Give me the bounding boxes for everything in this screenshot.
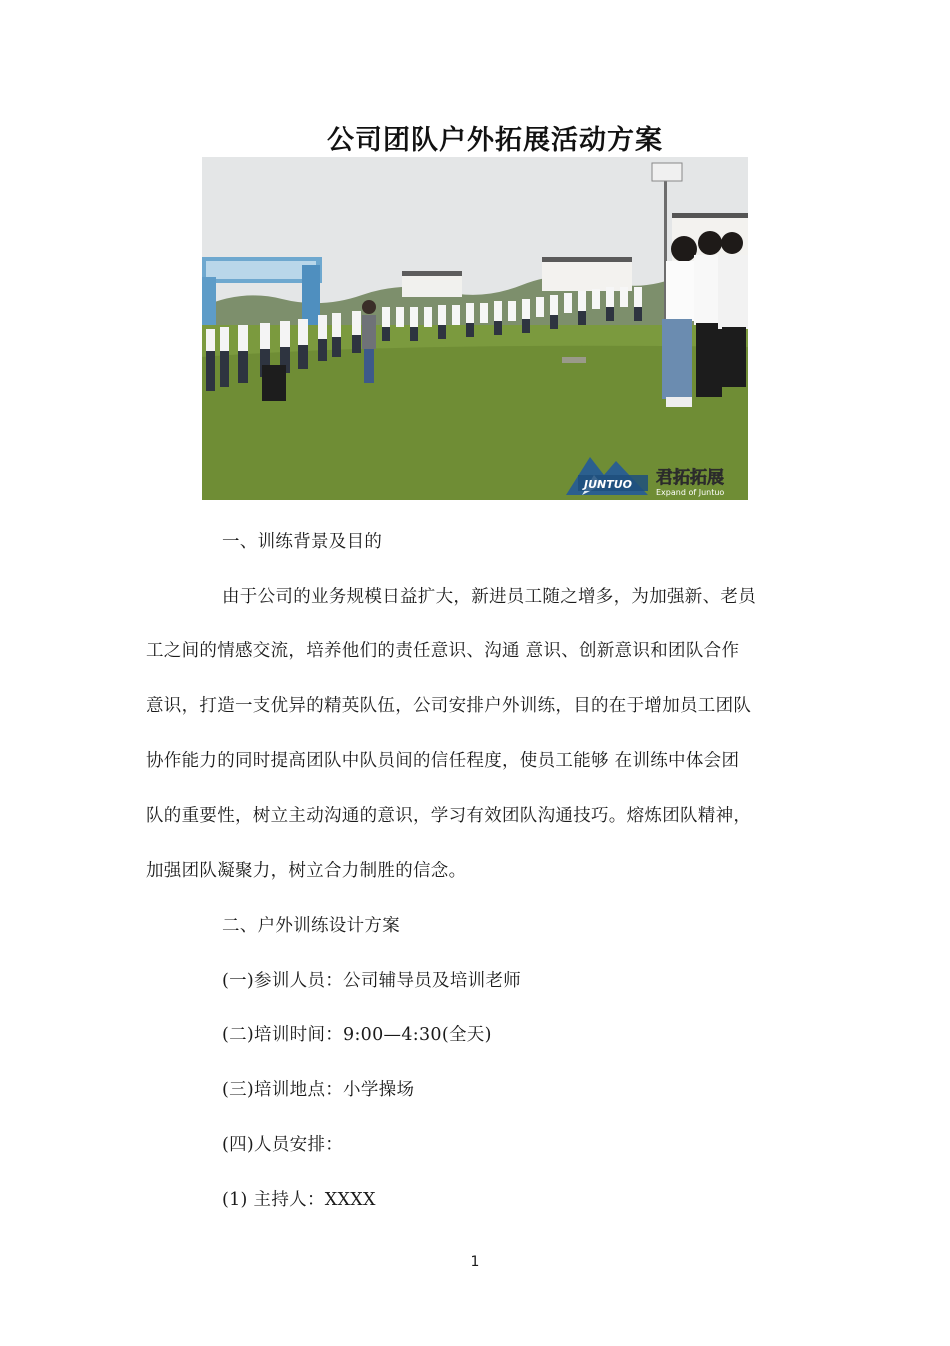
list-item: (二)培训时间：9:00—4:30(全天) [222,1025,492,1045]
body-line: 协作能力的同时提高团队中队员间的信任程度，使员工能够 在训练中体会团 [146,751,740,771]
list-item: (四)人员安排： [222,1135,344,1155]
logo-chinese: 君拓拓展 [656,468,724,488]
body-line: 工之间的情感交流，培养他们的责任意识、沟通 意识、创新意识和团队合作 [146,641,740,661]
body-line: 队的重要性，树立主动沟通的意识，学习有效团队沟通技巧。熔炼团队精神， [146,806,752,826]
section-heading-1: 一、训练背景及目的 [222,532,383,552]
activity-photo [202,157,748,500]
body-line: 意识，打造一支优异的精英队伍，公司安排户外训练，目的在于增加员工团队 [146,696,752,716]
body-line: 由于公司的业务规模日益扩大，新进员工随之增多，为加强新、老员 [222,587,756,607]
section-heading-2: 二、户外训练设计方案 [222,916,400,936]
list-item: (三)培训地点：小学操场 [222,1080,415,1100]
document-title: 公司团队户外拓展活动方案 [327,125,663,156]
body-line: 加强团队凝聚力，树立合力制胜的信念。 [146,861,467,881]
list-item: (一)参训人员：公司辅导员及培训老师 [222,971,522,991]
page-number: 1 [470,1254,480,1270]
logo-english: Expand of Juntuo [656,488,725,497]
list-item: (1) 主持人：XXXX [222,1190,376,1210]
logo-mark: JUNTUO [584,478,633,491]
